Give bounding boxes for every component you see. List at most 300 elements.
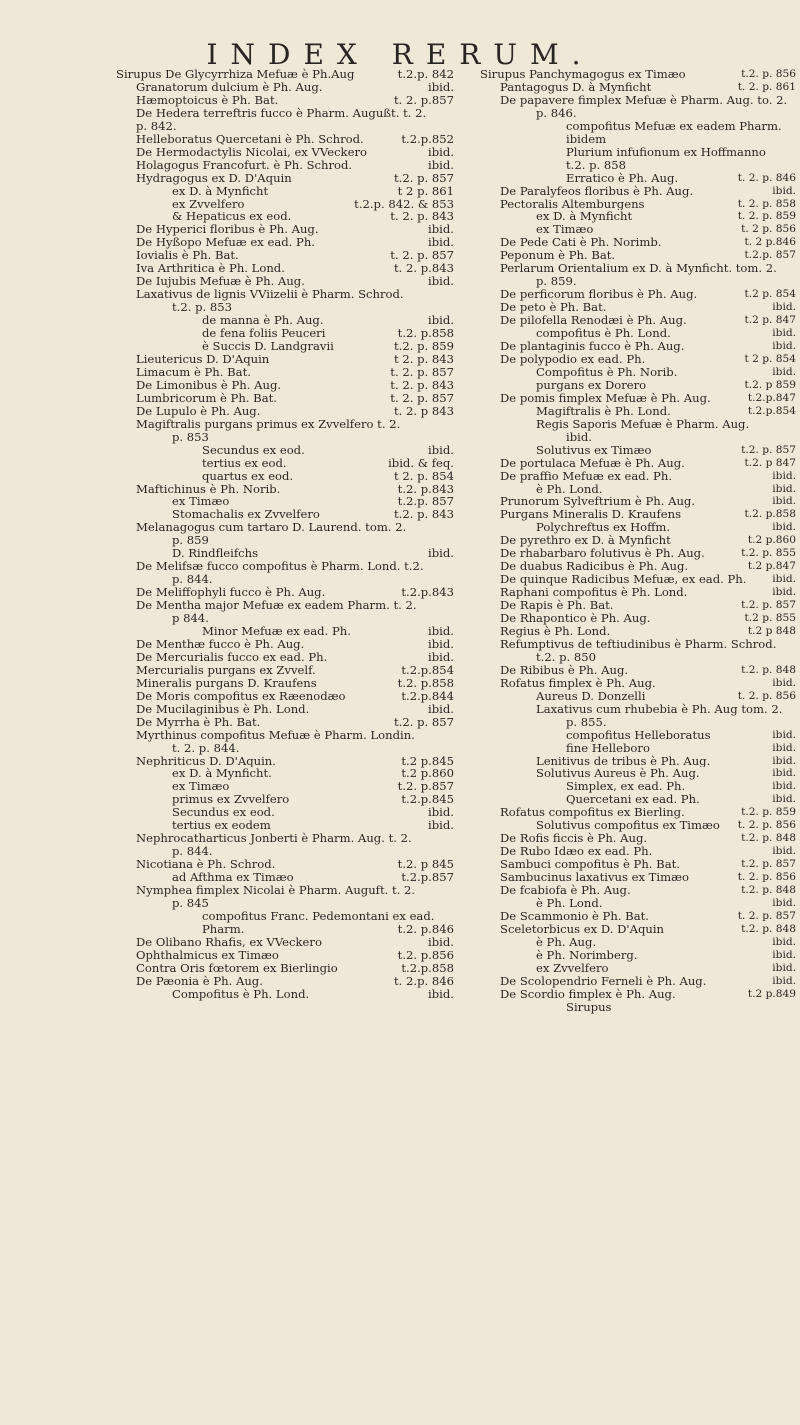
entry-reference: t.2 p.845 <box>401 753 454 768</box>
entry-text: Sirupus Panchymagogus ex Timæo <box>480 68 686 81</box>
entry-text: p. 844. <box>172 573 213 587</box>
index-entry <box>116 742 454 755</box>
index-entry <box>480 936 796 949</box>
index-entry <box>116 923 454 936</box>
entry-reference: ibid. <box>772 301 796 314</box>
index-entry <box>480 573 796 586</box>
entry-text: De Rhapontico è Ph. Aug. <box>500 612 651 625</box>
entry-reference: ibid. <box>428 818 454 833</box>
entry-text: Sambuci compofitus è Ph. Bat. <box>500 858 680 872</box>
index-entry <box>116 431 454 444</box>
entry-text: De Hermodactylis Nicolai, ex VVeckero <box>136 145 367 159</box>
index-entry <box>116 560 454 573</box>
entry-reference <box>450 742 454 755</box>
entry-text: Sceletorbicus ex D. D'Aquin <box>500 922 665 936</box>
entry-reference <box>450 418 454 431</box>
entry-text: ex D. à Mynficht <box>536 210 633 224</box>
entry-text: De Pæonia è Ph. Aug. <box>136 974 263 988</box>
index-entry <box>480 185 796 198</box>
index-entry <box>480 172 796 185</box>
entry-text: De Limonibus è Ph. Aug. <box>136 378 282 392</box>
entry-text: Lieutericus D. D'Aquin <box>136 352 270 366</box>
entry-text: Erratico è Ph. Aug. <box>566 171 679 185</box>
entry-reference: ibid. <box>772 845 796 858</box>
index-entry <box>480 107 796 120</box>
entry-text: De Rapis è Ph. Bat. <box>500 599 614 613</box>
entry-reference <box>792 146 796 159</box>
entry-text: De Lupulo è Ph. Aug. <box>136 404 261 418</box>
entry-reference: t.2.p.857 <box>401 870 454 885</box>
entry-reference <box>792 431 796 444</box>
entry-text: p. 859. <box>536 275 577 289</box>
index-entry <box>116 832 454 845</box>
entry-text: p. 846. <box>536 106 577 120</box>
index-entry <box>480 379 796 392</box>
entry-text: p. 842. <box>136 119 177 133</box>
entry-text: è Ph. Lond. <box>536 482 603 496</box>
index-entry <box>480 612 796 625</box>
entry-text: compofitus Mefuæ ex eadem Pharm. <box>566 119 782 133</box>
entry-reference: ibid. <box>772 974 796 987</box>
entry-reference: t.2. p. 857 <box>741 599 796 612</box>
entry-reference: ibid. <box>772 482 796 495</box>
index-entry <box>116 508 454 521</box>
entry-reference: t.2. p.858 <box>397 326 454 341</box>
entry-text: De rhabarbaro folutivus è Ph. Aug. <box>500 547 705 561</box>
index-entry <box>480 262 796 275</box>
entry-text: Nephrocatharticus Jonberti è Pharm. Aug. t. 2. <box>136 832 412 846</box>
index-entry <box>116 871 454 884</box>
index-entry <box>480 301 796 314</box>
entry-text: Sambucinus laxativus ex Timæo <box>500 871 689 885</box>
index-entry <box>480 483 796 496</box>
entry-reference: ibid. <box>772 184 796 197</box>
index-entry <box>480 949 796 962</box>
index-entry <box>116 897 454 910</box>
entry-reference <box>450 521 454 534</box>
entry-text: Hæmoptoicus è Ph. Bat. <box>136 93 279 107</box>
entry-text: Plurium infufionum ex Hoffmanno <box>566 145 766 159</box>
entry-text: ex Timæo <box>172 780 230 794</box>
entry-reference: t.2. p. 848 <box>741 832 796 845</box>
entry-reference: t. 2. p. 856 <box>737 871 796 884</box>
entry-reference: ibid. <box>772 365 796 378</box>
entry-reference: ibid. <box>772 767 796 780</box>
entry-text: Ophthalmicus ex Timæo <box>136 948 279 962</box>
entry-text: De Mercurialis fucco ex ead. Ph. <box>136 650 328 664</box>
entry-text: De papavere fimplex Mefuæ è Pharm. Aug. to. 2. <box>500 93 788 107</box>
index-entry <box>480 133 796 146</box>
entry-text: De Olibano Rhafis, ex VVeckero <box>136 935 322 949</box>
entry-reference: t.2.p.854 <box>747 404 796 417</box>
entry-reference: t.2. p. 843 <box>393 507 454 522</box>
entry-reference: t. 2. p. 843 <box>390 209 454 224</box>
entry-text: Rofatus fimplex è Ph. Aug. <box>500 676 656 690</box>
entry-reference: t.2. p.857 <box>397 779 454 794</box>
index-entry <box>480 599 796 612</box>
entry-text: Secundus ex eod. <box>202 443 305 457</box>
entry-text: compofitus Franc. Pedemontani ex ead. <box>202 909 435 923</box>
entry-text: è Ph. Lond. <box>536 897 603 910</box>
entry-text: p. 855. <box>566 715 607 729</box>
entry-reference <box>792 133 796 146</box>
entry-text: Lumbricorum è Ph. Bat. <box>136 391 277 405</box>
entry-reference <box>792 418 796 431</box>
index-entry <box>116 716 454 729</box>
entry-reference: t. 2. p. 856 <box>737 689 796 702</box>
index-entry <box>116 677 454 690</box>
entry-reference: t.2 p.849 <box>747 987 796 1000</box>
entry-text: De Mucilaginibus è Ph. Lond. <box>136 702 310 716</box>
index-entry <box>116 405 454 418</box>
index-entry <box>480 716 796 729</box>
index-entry <box>480 897 796 910</box>
entry-text: De Scordio fimplex è Ph. Aug. <box>500 987 676 1001</box>
index-entry <box>116 884 454 897</box>
index-entry <box>480 534 796 547</box>
index-entry <box>116 353 454 366</box>
index-entry <box>116 806 454 819</box>
entry-reference: t.2.p. 842 <box>397 67 454 81</box>
entry-reference: t. 2. p. 861 <box>737 80 796 93</box>
index-entry <box>116 599 454 612</box>
entry-reference <box>450 884 454 897</box>
entry-text: De peto è Ph. Bat. <box>500 301 607 315</box>
entry-text: Prunorum Sylveftrium è Ph. Aug. <box>500 495 696 509</box>
entry-reference: ibid. <box>428 636 454 651</box>
index-entry <box>480 223 796 236</box>
entry-text: Minor Mefuæ ex ead. Ph. <box>202 624 351 638</box>
index-entry <box>480 249 796 262</box>
index-entry <box>480 625 796 638</box>
entry-text: Limacum è Ph. Bat. <box>136 365 251 379</box>
entry-text: Peponum è Ph. Bat. <box>500 249 616 263</box>
entry-text: Refumptivus de teftiudinibus è Pharm. Schrod. <box>500 637 777 651</box>
index-entry <box>116 379 454 392</box>
index-entry <box>480 664 796 677</box>
index-entry <box>480 314 796 327</box>
entry-text: t. 2. p. 844. <box>172 741 240 755</box>
entry-text: De perficorum floribus è Ph. Aug. <box>500 288 698 302</box>
index-entry <box>480 767 796 780</box>
entry-text: De Mentha major Mefuæ ex eadem Pharm. t. 2. <box>136 599 417 613</box>
entry-text: De Iujubis Mefuæ è Ph. Aug. <box>136 275 305 289</box>
entry-reference: t.2. p 847 <box>744 456 796 469</box>
entry-reference: t 2 p. 854 <box>744 352 796 365</box>
entry-reference <box>450 729 454 742</box>
entry-text: de manna è Ph. Aug. <box>202 314 324 328</box>
entry-reference: ibid. <box>428 79 454 94</box>
entry-reference <box>450 560 454 573</box>
index-entry <box>480 845 796 858</box>
index-entry <box>480 962 796 975</box>
entry-text: Pantagogus D. à Mynficht <box>500 80 652 94</box>
entry-reference: ibid. <box>772 521 796 534</box>
index-entry <box>116 547 454 560</box>
entry-reference: t.2 p. 854 <box>744 288 796 301</box>
entry-text: ibidem <box>566 132 607 146</box>
entry-reference: t.2. p. 855 <box>741 547 796 560</box>
entry-text: De Ribibus è Ph. Aug. <box>500 663 629 677</box>
entry-reference: t.2. p.843 <box>397 481 454 496</box>
entry-text: purgans ex Dorero <box>536 378 647 392</box>
index-entry <box>480 755 796 768</box>
entry-reference: t. 2. p. 846 <box>737 171 796 184</box>
entry-reference: t.2. p. 857 <box>393 714 454 729</box>
entry-reference: t.2. p.858 <box>397 675 454 690</box>
index-entry <box>116 664 454 677</box>
entry-text: ex Timæo <box>172 495 230 509</box>
index-entry <box>480 638 796 651</box>
index-entry <box>480 120 796 133</box>
entry-reference: t.2. p. 857 <box>741 443 796 456</box>
entry-text: De Moris compofitus ex Ræenodæo <box>136 689 346 703</box>
entry-text: De pyrethro ex D. à Mynficht <box>500 534 671 548</box>
entry-text: p. 844. <box>172 845 213 859</box>
entry-reference: ibid. <box>428 934 454 949</box>
entry-text: Perlarum Orientalium ex D. à Mynficht. tom. 2. <box>500 262 777 276</box>
entry-text: tertius ex eodem <box>172 819 271 833</box>
entry-reference: t. 2. p.843 <box>393 261 454 276</box>
index-entry <box>480 547 796 560</box>
entry-reference <box>792 107 796 120</box>
entry-text: Aureus D. Donzelli <box>536 689 646 703</box>
index-entry <box>480 923 796 936</box>
entry-reference <box>792 94 796 107</box>
index-entry <box>116 521 454 534</box>
entry-reference: t.2. p. 848 <box>741 663 796 676</box>
index-entry <box>480 793 796 806</box>
index-entry <box>116 819 454 832</box>
entry-text: De Scolopendrio Ferneli è Ph. Aug. <box>500 974 707 988</box>
entry-reference: t.2 p.860 <box>401 766 454 781</box>
index-entry <box>116 366 454 379</box>
entry-text: Solutivus ex Timæo <box>536 443 652 457</box>
index-entry <box>480 560 796 573</box>
entry-text: Laxativus cum rhubebia è Ph. Aug tom. 2. <box>536 702 783 716</box>
entry-text: De quinque Radicibus Mefuæ, ex ead. Ph. <box>500 573 747 587</box>
entry-text: quartus ex eod. <box>202 469 294 483</box>
entry-text: Purgans Mineralis D. Kraufens <box>500 508 682 522</box>
index-entry <box>480 910 796 923</box>
index-entry <box>116 185 454 198</box>
entry-text: ex Zvvelfero <box>536 961 609 975</box>
index-entry <box>116 936 454 949</box>
index-entry <box>480 1001 796 1014</box>
entry-reference: t. 2. p. 843 <box>390 377 454 392</box>
entry-text: ex D. à Mynficht. <box>172 767 272 781</box>
index-entry <box>116 962 454 975</box>
index-entry <box>480 677 796 690</box>
index-entry <box>480 470 796 483</box>
entry-reference: ibid. & feq. <box>388 455 454 470</box>
entry-reference: t.2. p.846 <box>397 921 454 936</box>
entry-text: Myrthinus compofitus Mefuæ è Pharm. Londin. <box>136 728 415 742</box>
entry-reference: ibid. <box>428 805 454 820</box>
entry-reference: t.2. p. 859 <box>741 806 796 819</box>
index-entry <box>116 444 454 457</box>
entry-reference: ibid. <box>772 754 796 767</box>
index-entry <box>480 94 796 107</box>
page-title: INDEX RERUM. <box>206 38 594 71</box>
entry-text: Mercurialis purgans ex Zvvelf. <box>136 663 316 677</box>
index-entry <box>480 198 796 211</box>
entry-text: Helleboratus Quercetani è Ph. Schrod. <box>136 132 364 146</box>
entry-reference <box>792 1001 796 1014</box>
entry-reference <box>792 716 796 729</box>
entry-reference: t.2 p 848 <box>747 624 796 637</box>
entry-reference <box>792 275 796 288</box>
entry-text: Raphani compofitus è Ph. Lond. <box>500 586 688 600</box>
index-entry <box>116 223 454 236</box>
index-entry <box>116 612 454 625</box>
index-entry <box>116 625 454 638</box>
index-entry <box>480 690 796 703</box>
index-entry <box>480 288 796 301</box>
entry-text: Sirupus De Glycyrrhiza Mefuæ è Ph.Aug <box>116 68 355 81</box>
index-entry <box>116 288 454 301</box>
index-entry <box>116 81 454 94</box>
entry-reference: t.2. p. 848 <box>741 922 796 935</box>
entry-text: De Myrrha è Ph. Bat. <box>136 715 261 729</box>
index-entry <box>480 431 796 444</box>
entry-text: Contra Oris fœtorem ex Bierlingio <box>136 961 338 975</box>
entry-reference <box>792 638 796 651</box>
entry-reference: ibid. <box>772 327 796 340</box>
entry-text: Iovialis è Ph. Bat. <box>136 249 239 263</box>
entry-reference: ibid. <box>772 340 796 353</box>
entry-text: Magiftralis è Ph. Lond. <box>536 404 671 418</box>
index-entry <box>116 262 454 275</box>
entry-reference: t.2. p.858 <box>744 508 796 521</box>
entry-reference: t. 2 p.846 <box>744 236 796 249</box>
entry-text: Regis Saporis Mefuæ è Pharm. Aug. <box>536 417 750 431</box>
entry-text: Secundus ex eod. <box>172 806 275 820</box>
entry-reference: t.2.p.854 <box>401 662 454 677</box>
entry-reference: ibid. <box>772 935 796 948</box>
entry-text: Compofitus è Ph. Lond. <box>172 987 310 1001</box>
index-entry <box>480 819 796 832</box>
entry-reference <box>450 107 454 120</box>
entry-reference: ibid. <box>772 780 796 793</box>
entry-text: De Pede Cati è Ph. Norimb. <box>500 236 662 250</box>
entry-reference: t. 2. p. 857 <box>390 248 454 263</box>
entry-reference: ibid. <box>428 546 454 561</box>
index-entry <box>480 975 796 988</box>
entry-reference: ibid. <box>428 701 454 716</box>
index-entry <box>480 146 796 159</box>
entry-text: De Menthæ fucco è Ph. Aug. <box>136 637 305 651</box>
entry-text: Nephriticus D. D'Aquin. <box>136 754 276 768</box>
index-entry <box>116 910 454 923</box>
entry-reference: ibid. <box>772 676 796 689</box>
entry-text: De Hedera terreftris fucco è Pharm. Augußt. t. 2. <box>136 106 427 120</box>
entry-text: t.2. p. 853 <box>172 301 233 315</box>
entry-reference: t.2. p. 856 <box>741 68 796 80</box>
entry-text: t.2. p. 850 <box>536 650 597 664</box>
entry-reference: ibid. <box>428 222 454 237</box>
index-entry <box>116 651 454 664</box>
index-entry <box>116 457 454 470</box>
entry-reference: ibid. <box>772 961 796 974</box>
index-entry <box>480 405 796 418</box>
entry-reference: ibid. <box>428 313 454 328</box>
index-entry <box>116 275 454 288</box>
entry-text: p. 859 <box>172 534 209 548</box>
entry-text: Nicotiana è Ph. Schrod. <box>136 858 276 872</box>
entry-reference <box>792 159 796 172</box>
entry-text: tertius ex eod. <box>202 456 287 470</box>
entry-text: fine Helleboro <box>566 741 650 755</box>
index-entry <box>480 521 796 534</box>
index-entry <box>480 806 796 819</box>
entry-text: Simplex, ex ead. Ph. <box>566 780 686 794</box>
entry-reference: ibid. <box>772 741 796 754</box>
entry-reference <box>450 120 454 133</box>
entry-reference: ibid. <box>772 573 796 586</box>
entry-text: p 844. <box>172 612 209 625</box>
entry-reference: t.2.p. 857 <box>744 249 796 262</box>
entry-reference <box>792 262 796 275</box>
entry-reference: t. 2 p. 856 <box>741 223 796 236</box>
index-entry <box>480 159 796 172</box>
entry-reference: t 2. p. 854 <box>393 468 454 483</box>
entry-text: p. 853 <box>172 430 209 444</box>
index-entry <box>116 793 454 806</box>
index-entry <box>116 159 454 172</box>
entry-text: Melanagogus cum tartaro D. Laurend. tom. 2. <box>136 521 407 535</box>
entry-text: Rofatus compofitus ex Bierling. <box>500 806 685 820</box>
index-entry <box>480 327 796 340</box>
right-column <box>480 68 796 1014</box>
index-entry <box>116 392 454 405</box>
entry-text: ex Timæo <box>536 223 594 237</box>
entry-text: ex Zvvelfero <box>172 197 245 211</box>
entry-reference: t.2 p. 847 <box>744 314 796 327</box>
entry-text: Polychreftus ex Hoffm. <box>536 521 671 535</box>
entry-reference: ibid. <box>772 469 796 482</box>
index-entry <box>116 703 454 716</box>
entry-reference: t.2. p. 857 <box>393 170 454 185</box>
index-entry <box>480 884 796 897</box>
entry-text: Quercetani ex ead. Ph. <box>566 793 700 807</box>
entry-reference: t 2. p. 843 <box>393 351 454 366</box>
entry-reference: t. 2.p. 846 <box>393 973 454 988</box>
entry-text: De pilofella Renodæi è Ph. Aug. <box>500 314 687 328</box>
entry-text: Pharm. <box>202 922 245 936</box>
entry-reference: t.2. p 859 <box>744 378 796 391</box>
entry-reference: t 2 p. 861 <box>397 183 454 198</box>
entry-reference: t.2 p. 855 <box>744 612 796 625</box>
entry-reference: t.2.p. 842. & 853 <box>354 196 454 211</box>
index-entry <box>480 780 796 793</box>
index-entry <box>480 444 796 457</box>
entry-reference: ibid. <box>428 157 454 172</box>
index-entry <box>116 586 454 599</box>
entry-reference: ibid. <box>428 986 454 1001</box>
index-entry <box>480 353 796 366</box>
entry-reference: t.2.p.858 <box>401 960 454 975</box>
index-entry <box>116 949 454 962</box>
entry-reference <box>450 431 454 444</box>
index-entry <box>116 133 454 146</box>
entry-text: De Scammonio è Ph. Bat. <box>500 909 649 923</box>
index-entry <box>480 586 796 599</box>
entry-reference: t. 2. p. 856 <box>737 819 796 832</box>
index-entry <box>480 68 796 81</box>
entry-reference: t.2. p. 859 <box>393 339 454 354</box>
entry-reference: t.2 p.860 <box>747 534 796 547</box>
